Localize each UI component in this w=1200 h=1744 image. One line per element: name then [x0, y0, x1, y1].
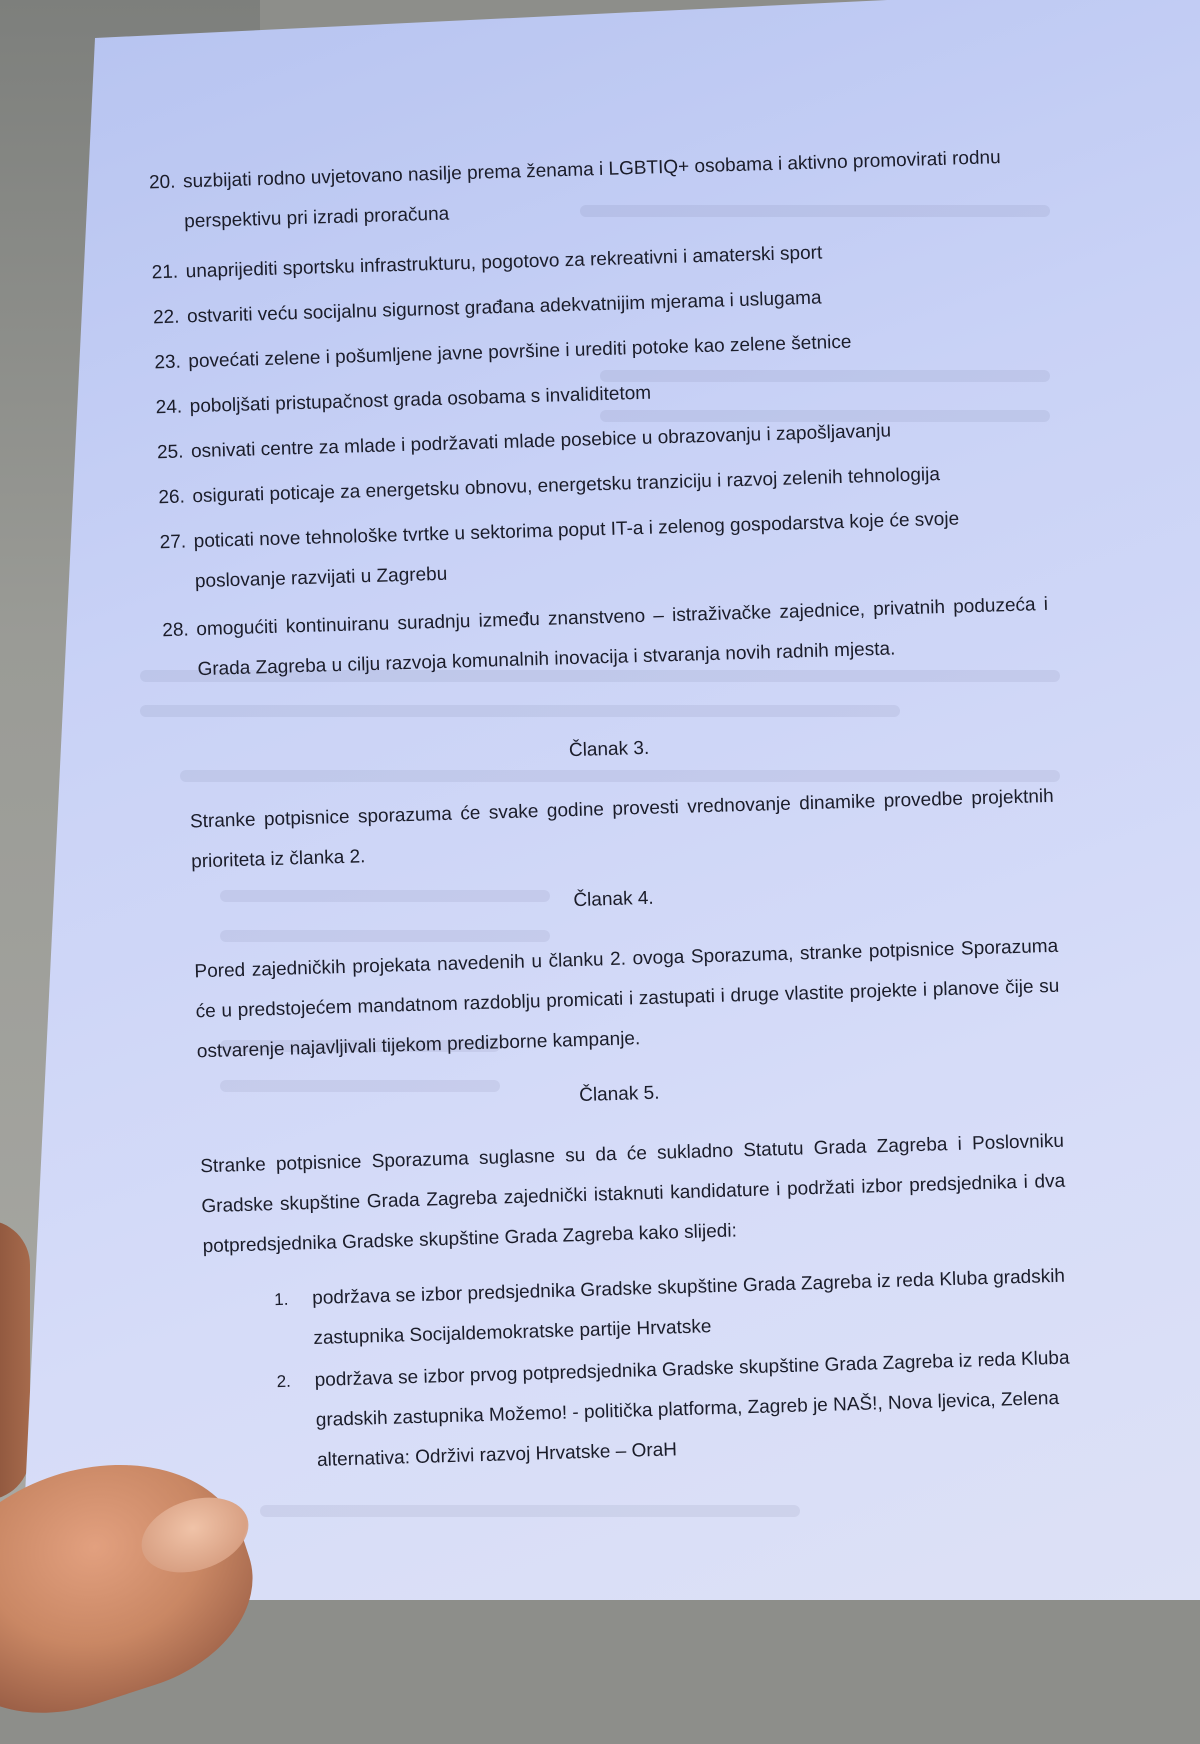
list-item-text: omogućiti kontinuiranu suradnju između znanstveno – istraživačke zajednice, privatnih poduzeća i Grada Zagreba u cilju razvoja komunalnih inovacija i stvaranja novih radnih mjesta. [196, 593, 1049, 681]
article-heading: Članak 4. [573, 887, 654, 912]
list-item-text: povećati zelene i pošumljene javne površine i urediti potoke kao zelene šetnice [188, 331, 852, 373]
list-item-number: 23. [154, 351, 182, 374]
list-item-text: suzbijati rodno uvjetovano nasilje prema ženama i LGBTIQ+ osobama i aktivno promovirati rodnu perspektivu pri izradi proračuna [182, 147, 1001, 233]
list-item-text: poticati nove tehnološke tvrtke u sektorima poput IT-a i zelenog gospodarstva koje će svoje poslovanje razvijati u Zagrebu [193, 508, 960, 593]
article-heading: Članak 5. [578, 1082, 660, 1107]
article-heading: Članak 3. [568, 737, 650, 762]
list-item-number: 22. [152, 306, 180, 329]
list-item [148, 137, 1036, 243]
list-item-text: osigurati poticaje za energetsku obnovu, energetsku tranziciju i razvoj zelenih tehnologija [192, 464, 941, 508]
article-paragraph: Stranke potpisnice Sporazuma suglasne su da će sukladno Statutu Grada Zagreba i Poslovniku Gradske skupštine Grada Zagreba zajednički istaknuti kandidature i podržati izbor predsjednika i dva potpredsjednika Gradske skupštine Grada Zagreba kako slijedi: [199, 1130, 1066, 1258]
sub-list-item-text: podržava se izbor prvog potpredsjednika Gradske skupštine Grada Zagreba iz reda Kluba gradskih zastupnika Možemo! - politička platforma, Zagreb je NAŠ!, Nova ljevica, Zelena alternativa: Održivi razvoj Hrvatske – OraH [314, 1347, 1070, 1471]
list-item-number: 20. [148, 171, 176, 194]
list-item-number: 24. [155, 396, 183, 419]
sub-list-item [276, 1338, 1079, 1482]
sub-list-item-number: 1. [273, 1289, 289, 1310]
list-item-number: 25. [156, 441, 184, 464]
list-item-number: 26. [158, 486, 186, 509]
list-item [162, 585, 1050, 691]
sub-list-item-number: 2. [276, 1371, 292, 1392]
list-item-number: 28. [162, 619, 190, 642]
holding-finger [0, 1220, 30, 1500]
list-item-text: ostvariti veću socijalnu sigurnost građana adekvatnijim mjerama i uslugama [186, 287, 822, 328]
list-item-number: 27. [159, 531, 187, 554]
list-item-text: unaprijediti sportsku infrastrukturu, pogotovo za rekreativni i amaterski sport [185, 242, 823, 283]
sub-list-item-text: podržava se izbor predsjednika Gradske skupštine Grada Zagreba iz reda Kluba gradskih zastupnika Socijaldemokratske partije Hrvatske [311, 1265, 1066, 1350]
article-paragraph: Stranke potpisnice sporazuma će svake godine provesti vrednovanje dinamike provedbe projektnih prioriteta iz članka 2. [189, 785, 1054, 873]
list-item-number: 21. [151, 261, 179, 284]
article-paragraph: Pored zajedničkih projekata navedenih u članku 2. ovoga Sporazuma, stranke potpisnice Sporazuma će u predstojećem mandatnom razdoblju promicati i zastupati i druge vlastite projekte i planove čije su ostvarenje najavljivali tijekom predizborne kampanje. [194, 935, 1060, 1063]
list-item-text: osnivati centre za mlade i podržavati mlade posebice u obrazovanju i zapošljavanju [190, 420, 892, 463]
list-item-text: poboljšati pristupačnost grada osobama s invaliditetom [189, 382, 652, 418]
